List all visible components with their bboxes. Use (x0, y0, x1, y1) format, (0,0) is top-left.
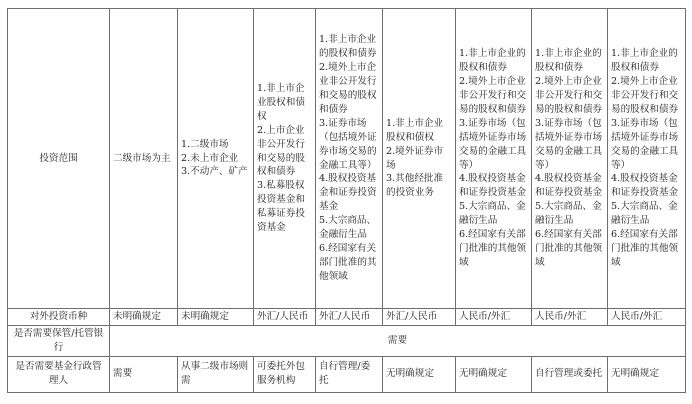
row-currency (8, 309, 686, 326)
scope-line: 6.经国家有关部门批准的其他领域 (535, 229, 603, 268)
scope-line: 1.非上市企业的股权和债券 (319, 34, 377, 60)
scope-line: 2.境外上市企业非公开发行和交易的股权和债券 (319, 62, 377, 115)
scope-line: 3.证券市场（包括境外证券市场交易的金融工具等） (611, 117, 679, 171)
scope-line: 1.非上市企业股权和债权 (386, 117, 444, 143)
scope-cell-2 (178, 9, 254, 309)
scope-line: 4.股权投资基金和证券投资基金 (535, 173, 603, 199)
scope-line: 4.股权投资基金和证券投资基金 (459, 173, 527, 199)
fund-admin-cell: 无明确规定 (608, 356, 686, 392)
fund-admin-cell: 需要 (110, 356, 178, 392)
scope-line: 1.非上市企业股权和债权 (257, 83, 305, 122)
scope-cell-4 (316, 9, 383, 309)
custody-value: 需要 (110, 326, 686, 357)
scope-cell-7 (532, 9, 608, 309)
scope-line: 1.非上市企业的股权和债券 (611, 48, 678, 74)
fund-admin-cell: 自行管理或委托 (532, 356, 608, 392)
scope-line: 5.大宗商品、金融衍生品 (319, 215, 377, 241)
scope-cell-8 (608, 9, 686, 309)
fund-admin-cell: 自行管理/委托 (316, 356, 383, 392)
scope-line: 1.二级市场 (181, 138, 229, 150)
currency-cell: 外汇/人民币 (383, 309, 456, 326)
scope-line: 6.经国家有关部门批准的其他领域 (611, 229, 679, 268)
scope-line: 6.经国家有关部门批准的其他领域 (319, 242, 377, 282)
scope-line: 4.股权投资基金和证券投资基金 (611, 173, 679, 199)
currency-cell: 人民币/外汇 (608, 309, 686, 326)
scope-line: 6.经国家有关部门批准的其他领域 (459, 229, 527, 268)
scope-line: 5.大宗商品、金融衍生品 (535, 201, 602, 227)
row-label-custody: 是否需要保管/托管银行 (8, 326, 110, 357)
row-fund-admin (8, 356, 686, 392)
scope-line: 5.大宗商品、金融衍生品 (611, 201, 678, 227)
scope-line: 3.其他经批准的投资业务 (386, 173, 444, 199)
scope-line: 3.证券市场（包括境外证券市场交易的金融工具等） (319, 117, 377, 171)
fund-admin-cell: 从事二级市场则需 (178, 356, 254, 392)
scope-line: 4.股权投资基金和证券投资基金 (319, 173, 377, 213)
scope-cell-6 (456, 9, 532, 309)
scope-cell-1 (110, 9, 178, 309)
scope-line: 2.境外上市企业非公开发行和交易的股权和债券 (611, 76, 679, 115)
investment-comparison-table (7, 8, 686, 393)
row-label-fund-admin: 是否需要基金行政管理人 (8, 356, 110, 392)
fund-admin-cell: 可委托外包服务机构 (254, 356, 316, 392)
row-label-investment-scope: 投资范围 (8, 9, 110, 309)
scope-line: 3.证券市场（包括境外证券市场交易的金融工具等） (459, 117, 527, 171)
scope-line: 5.大宗商品、金融衍生品 (459, 201, 526, 227)
scope-line: 二级市场为主 (113, 152, 171, 164)
currency-cell: 外汇/人民币 (316, 309, 383, 326)
row-custody (8, 326, 686, 357)
scope-line: 2.境外上市企业非公开发行和交易的股权和债券 (535, 76, 603, 115)
scope-line: 3.不动产、矿产 (181, 166, 248, 178)
scope-line: 2.未上市企业 (181, 152, 239, 164)
scope-line: 3.证券市场（包括境外证券市场交易的金融工具等） (535, 117, 603, 171)
currency-cell: 未明确规定 (110, 309, 178, 326)
currency-cell: 人民币/外汇 (456, 309, 532, 326)
scope-line: 3.私募股权投资基金和私募证券投资基金 (257, 180, 305, 234)
row-investment-scope (8, 9, 686, 309)
fund-admin-cell: 无明确规定 (456, 356, 532, 392)
scope-cell-3 (254, 9, 316, 309)
currency-cell: 未明确规定 (178, 309, 254, 326)
scope-line: 2.境外上市企业非公开发行和交易的股权和债券 (459, 76, 527, 115)
row-label-currency: 对外投资币种 (8, 309, 110, 326)
currency-cell: 外汇/人民币 (254, 309, 316, 326)
scope-cell-5 (383, 9, 456, 309)
scope-line: 2.上市企业非公开发行和交易的股权和债券 (257, 124, 305, 178)
currency-cell: 人民币/外汇 (532, 309, 608, 326)
scope-line: 1.非上市企业的股权和债券 (459, 48, 526, 74)
fund-admin-cell: 无明确规定 (383, 356, 456, 392)
scope-line: 2.境外证券市场 (386, 145, 444, 171)
scope-line: 1.非上市企业的股权和债券 (535, 48, 602, 74)
